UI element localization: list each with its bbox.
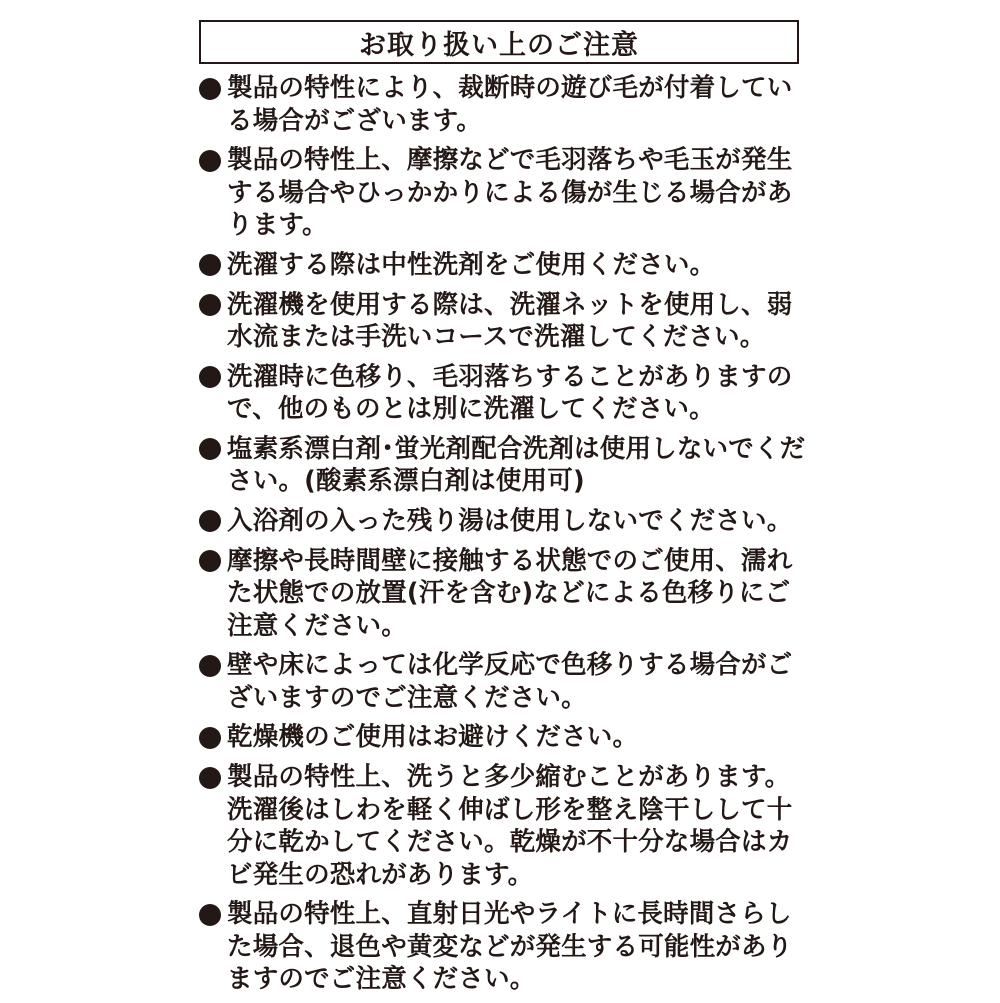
bullet-icon (199, 545, 227, 578)
notice-header (199, 20, 799, 64)
bullet-icon (199, 144, 227, 177)
list-item (199, 898, 807, 996)
notice-text: 製品の特性上、直射日光やライトに長時間さらした場合、退色や黄変などが発生する可能性がありますのでご注意ください。 (227, 899, 793, 994)
list-item (199, 721, 807, 754)
list-item (199, 72, 807, 137)
bullet-icon (199, 433, 227, 466)
notice-text: 入浴剤の入った残り湯は使用しないでください。 (227, 505, 793, 536)
list-item (199, 545, 807, 643)
bullet-icon (199, 361, 227, 394)
bullet-icon (199, 505, 227, 538)
list-item (199, 433, 807, 498)
notice-text: 洗濯時に色移り、毛羽落ちすることがありますので、他のものとは別に洗濯してください。 (227, 361, 793, 424)
bullet-icon (199, 249, 227, 282)
list-item (199, 761, 807, 891)
bullet-icon (199, 761, 227, 794)
bullet-icon (199, 289, 227, 322)
bullet-icon (199, 72, 227, 105)
bullet-icon (199, 721, 227, 754)
bullet-icon (199, 898, 227, 931)
notice-text: 洗濯機を使用する際は、洗濯ネットを使用し、弱水流または手洗いコースで洗濯してください。 (227, 289, 793, 352)
page-title: お取り扱い上のご注意 (359, 29, 639, 61)
notice-text: 摩擦や長時間壁に接触する状態でのご使用、濡れた状態での放置(汗を含む)などによる色移りにご注意ください。 (227, 545, 793, 641)
notice-text: 製品の特性上、摩擦などで毛羽落ちや毛玉が発生する場合やひっかかりによる傷が生じる場合があります。 (227, 145, 793, 240)
list-item (199, 289, 807, 354)
notice-text: 壁や床によっては化学反応で色移りする場合がございますのでご注意ください。 (227, 650, 793, 713)
notice-text: 塩素系漂白剤･蛍光剤配合洗剤は使用しないでください。(酸素系漂白剤は使用可) (227, 433, 806, 496)
notice-text: 乾燥機のご使用はお避けください。 (227, 722, 639, 752)
notice-text: 製品の特性上、洗うと多少縮むことがあります。洗濯後はしわを軽く伸ばし形を整え陰干しして十分に乾かしてください。乾燥が不十分な場合はカビ発生の恐れがあります。 (227, 762, 793, 890)
notice-list (199, 72, 807, 1003)
list-item (199, 144, 807, 242)
list-item (199, 649, 807, 714)
list-item (199, 361, 807, 426)
bullet-icon (199, 649, 227, 682)
list-item (199, 249, 807, 282)
list-item (199, 505, 807, 538)
notice-text: 洗濯する際は中性洗剤をご使用ください。 (227, 249, 716, 280)
notice-text: 製品の特性により、裁断時の遊び毛が付着している場合がございます。 (227, 73, 793, 136)
